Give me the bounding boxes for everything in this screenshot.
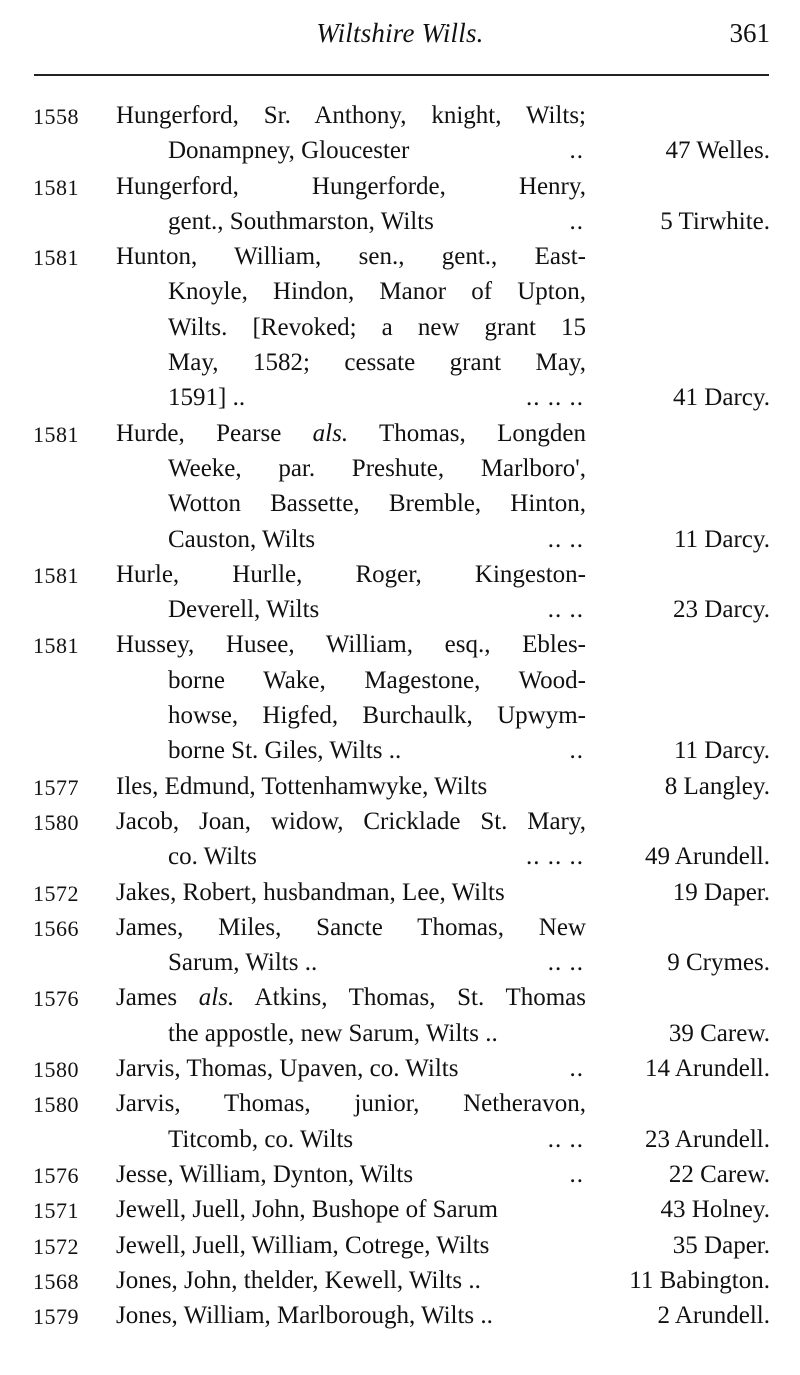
entry-text: the appostle, new Sarum, Wilts .. (168, 1019, 498, 1047)
will-entries-list (0, 98, 800, 1333)
will-entry (0, 875, 800, 910)
entry-line (0, 945, 800, 980)
entry-text: Donampney, Gloucester (168, 137, 410, 165)
register-reference: 11 Babington. (629, 1266, 770, 1294)
will-entry (0, 804, 800, 875)
entry-text: borne Wake, Magestone, Wood- (168, 666, 586, 694)
entry-text: Jarvis, Thomas, Upaven, co. Wilts (116, 1055, 459, 1083)
entry-text: Causton, Wilts (168, 525, 316, 553)
entry-line (0, 875, 800, 910)
entry-line (0, 169, 800, 204)
register-reference: 41 Darcy. (673, 384, 770, 412)
register-reference: 8 Langley. (664, 772, 770, 800)
dot-leaders: .. (569, 1160, 584, 1188)
register-reference: 22 Carew. (668, 1160, 770, 1188)
dot-leaders: .. (569, 207, 584, 235)
entry-text: May, 1582; cessate grant May, (168, 349, 586, 377)
entry-line (0, 98, 800, 133)
entry-line (0, 239, 800, 274)
entry-year: 1577 (33, 774, 79, 800)
entry-text: co. Wilts (168, 843, 257, 871)
dot-leaders: .. .. .. (526, 384, 584, 412)
register-reference: 49 Arundell. (645, 843, 770, 871)
entry-text: Knoyle, Hindon, Manor of Upton, (168, 278, 586, 306)
register-reference: 19 Daper. (672, 878, 770, 906)
will-entry (0, 98, 800, 169)
will-entry (0, 1228, 800, 1263)
alias-marker: als. (198, 984, 235, 1012)
register-reference: 23 Arundell. (645, 1125, 770, 1153)
will-entry (0, 980, 800, 1051)
running-title: Wiltshire Wills. (316, 18, 484, 48)
entry-year: 1558 (33, 104, 79, 129)
entry-line (0, 522, 800, 557)
entry-year: 1576 (33, 1162, 79, 1188)
entry-line (0, 1192, 800, 1227)
will-entry (0, 1157, 800, 1192)
entry-line (0, 592, 800, 627)
entry-line (0, 1016, 800, 1051)
entry-line (0, 310, 800, 345)
entry-text: Hungerford, Hungerforde, Henry, (116, 172, 586, 200)
will-entry (0, 627, 800, 768)
will-entry (0, 169, 800, 240)
entry-text: Sarum, Wilts .. (168, 949, 318, 977)
dot-leaders: .. .. (547, 1125, 584, 1153)
entry-text: Jones, William, Marlborough, Wilts .. (116, 1302, 493, 1330)
will-entry (0, 1192, 800, 1227)
entry-text: Hurle, Hurlle, Roger, Kingeston- (116, 560, 586, 588)
entry-year: 1568 (33, 1268, 79, 1294)
entry-text: borne St. Giles, Wilts .. (168, 737, 402, 765)
entry-line (0, 345, 800, 380)
register-reference: 14 Arundell. (645, 1055, 770, 1083)
entry-year: 1572 (33, 880, 79, 906)
entry-text: Hungerford, Sr. Anthony, knight, Wilts; (116, 102, 586, 129)
register-reference: 11 Darcy. (673, 737, 770, 765)
dot-leaders: .. .. (547, 525, 584, 553)
entry-year: 1581 (33, 562, 79, 588)
entry-text: Hunton, William, sen., gent., East- (116, 243, 586, 271)
entry-text: Hurde, Pearse als. Thomas, Longden (116, 419, 586, 447)
will-entry (0, 910, 800, 981)
entry-line (0, 1051, 800, 1086)
entry-line (0, 557, 800, 592)
register-reference: 35 Daper. (672, 1231, 770, 1259)
entry-text: Iles, Edmund, Tottenhamwyke, Wilts (116, 772, 488, 800)
entry-text: Jarvis, Thomas, junior, Netheravon, (116, 1090, 586, 1118)
entry-line (0, 1157, 800, 1192)
will-entry (0, 769, 800, 804)
entry-line (0, 380, 800, 415)
dot-leaders: .. .. (547, 596, 584, 624)
entry-text: James als. Atkins, Thomas, St. Thomas (116, 984, 586, 1012)
entry-line (0, 1122, 800, 1157)
page-header (0, 0, 800, 80)
register-reference: 39 Carew. (668, 1019, 770, 1047)
register-reference: 23 Darcy. (673, 596, 770, 624)
entry-year: 1581 (33, 633, 79, 659)
entry-line (0, 1263, 800, 1298)
entry-text: Hussey, Husee, William, esq., Ebles- (116, 631, 586, 659)
entry-text: Wotton Bassette, Bremble, Hinton, (168, 490, 586, 518)
entry-line (0, 486, 800, 521)
entry-text: Jesse, William, Dynton, Wilts (116, 1160, 414, 1188)
dot-leaders: .. (569, 137, 584, 165)
entry-year: 1579 (33, 1304, 79, 1330)
header-rule (34, 74, 769, 76)
entry-line (0, 1086, 800, 1121)
alias-marker: als. (312, 419, 349, 447)
entry-text: Deverell, Wilts (168, 596, 320, 624)
entry-text: 1591] .. (168, 384, 246, 412)
will-entry (0, 1051, 800, 1086)
entry-year: 1581 (33, 245, 79, 271)
entry-text: Jakes, Robert, husbandman, Lee, Wilts (116, 878, 505, 906)
entry-year: 1581 (33, 174, 79, 200)
entry-line (0, 804, 800, 839)
will-entry (0, 416, 800, 557)
will-entry (0, 239, 800, 415)
dot-leaders: .. .. .. (526, 843, 584, 871)
entry-line (0, 980, 800, 1015)
entry-text: Jones, John, thelder, Kewell, Wilts .. (116, 1266, 481, 1294)
entry-line (0, 769, 800, 804)
entry-year: 1576 (33, 986, 79, 1012)
dot-leaders: .. (569, 1055, 584, 1083)
entry-line (0, 1228, 800, 1263)
dot-leaders: .. .. (547, 949, 584, 977)
entry-text: Weeke, par. Preshute, Marlboro', (168, 454, 586, 482)
entry-text: Wilts. [Revoked; a new grant 15 (168, 313, 586, 341)
entry-year: 1566 (33, 915, 79, 941)
entry-text: Jewell, Juell, William, Cotrege, Wilts (116, 1231, 490, 1259)
entry-year: 1571 (33, 1198, 79, 1224)
entry-line (0, 451, 800, 486)
entry-line (0, 133, 800, 168)
register-reference: 5 Tirwhite. (660, 207, 770, 235)
entry-year: 1580 (33, 809, 79, 835)
entry-text: Jewell, Juell, John, Bushope of Sarum (116, 1196, 498, 1224)
entry-year: 1581 (33, 421, 79, 447)
register-reference: 11 Darcy. (673, 525, 770, 553)
entry-text: gent., Southmarston, Wilts (168, 207, 434, 235)
entry-line (0, 698, 800, 733)
entry-text: James, Miles, Sancte Thomas, New (116, 913, 586, 941)
entry-line (0, 1298, 800, 1333)
will-entry (0, 1263, 800, 1298)
will-entry (0, 1298, 800, 1333)
will-entry (0, 1086, 800, 1157)
entry-line (0, 416, 800, 451)
register-reference: 9 Crymes. (667, 949, 770, 977)
entry-line (0, 910, 800, 945)
will-entry (0, 557, 800, 628)
entry-text: Titcomb, co. Wilts (168, 1125, 354, 1153)
entry-line (0, 733, 800, 768)
entry-text: howse, Higfed, Burchaulk, Upwym- (168, 702, 586, 730)
register-reference: 47 Welles. (665, 137, 770, 165)
register-reference: 43 Holney. (660, 1196, 770, 1224)
entry-line (0, 839, 800, 874)
entry-year: 1572 (33, 1233, 79, 1259)
entry-line (0, 627, 800, 662)
entry-text: Jacob, Joan, widow, Cricklade St. Mary, (116, 807, 586, 835)
register-reference: 2 Arundell. (657, 1302, 770, 1330)
entry-year: 1580 (33, 1057, 79, 1083)
entry-line (0, 274, 800, 309)
entry-year: 1580 (33, 1092, 79, 1118)
page-number: 361 (729, 18, 770, 48)
entry-line (0, 663, 800, 698)
entry-line (0, 204, 800, 239)
dot-leaders: .. (569, 737, 584, 765)
